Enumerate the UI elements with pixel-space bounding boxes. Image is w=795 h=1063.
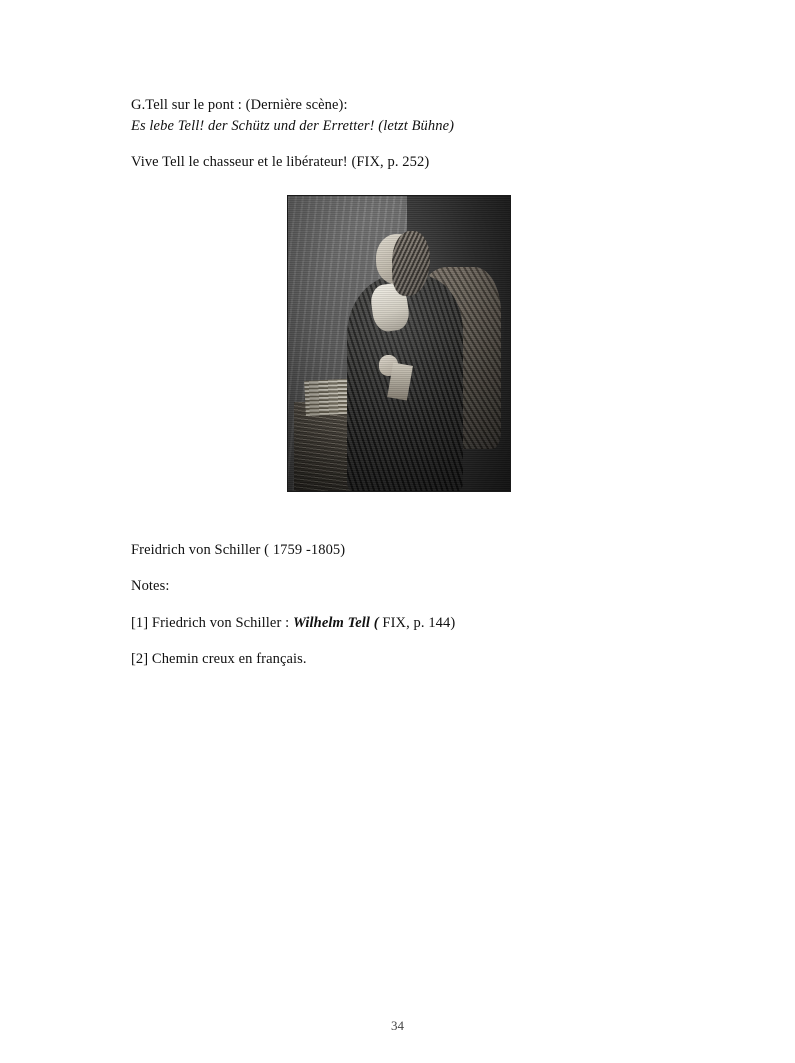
paragraph-quote-french: Vive Tell le chasseur et le libérateur! (FIX, p. 252) xyxy=(131,154,430,171)
figure-caption: Freidrich von Schiller ( 1759 -1805) xyxy=(131,541,346,558)
note-item-2: [2] Chemin creux en français. xyxy=(131,651,307,668)
note-1-suffix: FIX, p. 144) xyxy=(378,614,456,631)
note-item-1 xyxy=(131,613,666,634)
document-body xyxy=(131,95,666,686)
note-1-title: Wilhelm Tell ( xyxy=(292,614,379,631)
portrait-image xyxy=(287,195,511,492)
paragraph-quote-intro: G.Tell sur le pont : (Dernière scène): xyxy=(131,97,348,113)
figure-container xyxy=(131,195,666,492)
paragraph-quote-german: Es lebe Tell! der Schütz und der Erretter! (letzt Bühne) xyxy=(131,117,455,134)
page-number: 34 xyxy=(391,1018,404,1033)
notes-heading: Notes: xyxy=(131,578,170,595)
note-1-prefix: [1] Friedrich von Schiller : xyxy=(131,614,293,631)
